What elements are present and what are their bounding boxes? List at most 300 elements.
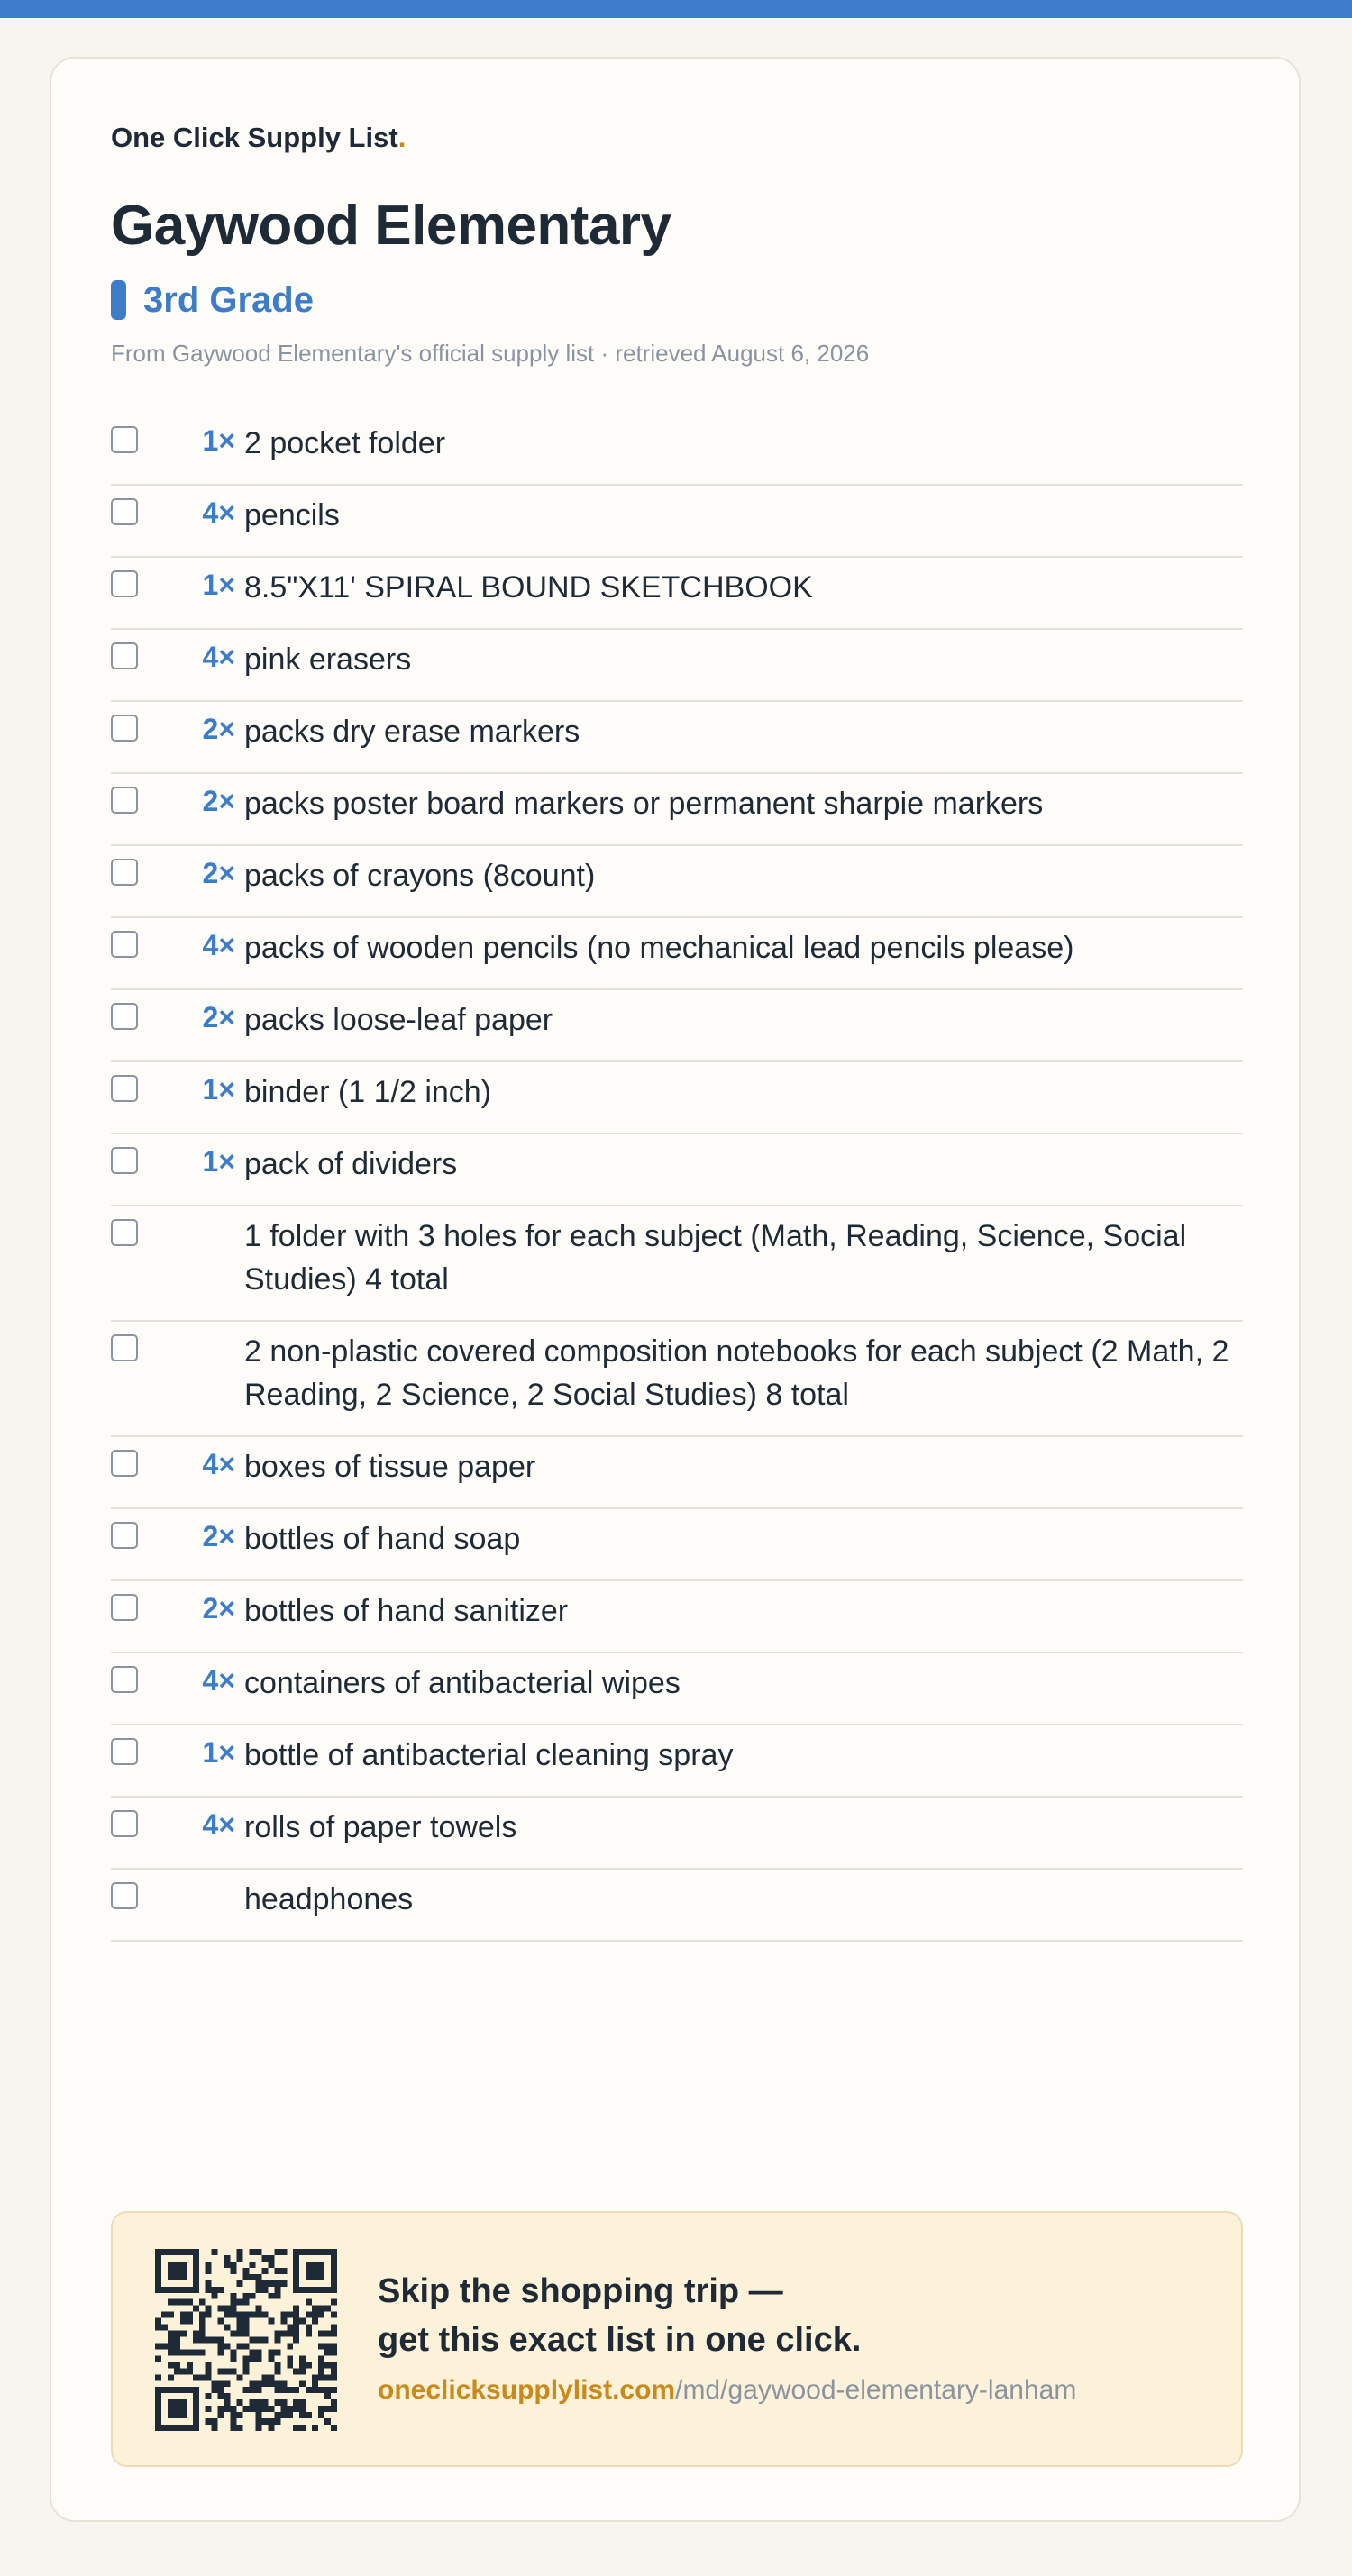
- qr-module: [261, 2337, 268, 2344]
- item-checkbox[interactable]: [111, 859, 138, 886]
- qr-module: [274, 2399, 280, 2406]
- qr-module: [180, 2268, 187, 2274]
- qr-module: [199, 2337, 206, 2344]
- qr-module: [274, 2412, 280, 2418]
- qr-module: [174, 2412, 180, 2418]
- qr-module: [312, 2387, 318, 2393]
- qr-module: [224, 2393, 231, 2399]
- promo-link-domain: oneclicksupplylist.com: [378, 2375, 676, 2405]
- qr-module: [255, 2412, 261, 2418]
- qr-module: [218, 2306, 224, 2312]
- qr-module: [206, 2287, 212, 2293]
- qr-module: [268, 2280, 274, 2287]
- qr-module: [293, 2406, 299, 2412]
- qr-module: [180, 2412, 187, 2418]
- qr-module: [255, 2406, 261, 2412]
- qr-module: [293, 2318, 299, 2325]
- qr-module: [224, 2380, 231, 2387]
- qr-module: [231, 2349, 237, 2355]
- qr-module: [274, 2287, 280, 2293]
- qr-module: [174, 2262, 180, 2268]
- qr-module: [243, 2331, 250, 2337]
- item-checkbox[interactable]: [111, 787, 138, 814]
- qr-module: [180, 2299, 187, 2306]
- qr-module: [255, 2280, 261, 2287]
- qr-module: [212, 2293, 218, 2299]
- source-note: From Gaywood Elementary's official supply list · retrieved August 6, 2026: [111, 340, 870, 367]
- qr-module: [268, 2293, 274, 2299]
- item-checkbox[interactable]: [111, 1522, 138, 1549]
- qr-module: [324, 2349, 331, 2355]
- item-name: 2 non-plastic covered composition notebooks for each subject (2 Math, 2 Reading, 2 Science, 2 Social Studies) 8 total: [244, 1334, 1229, 1412]
- qr-module: [193, 2274, 199, 2280]
- list-item: [111, 774, 1243, 846]
- item-checkbox[interactable]: [111, 1219, 138, 1246]
- qr-module: [168, 2274, 174, 2280]
- qr-module: [255, 2387, 261, 2393]
- qr-module: [193, 2287, 199, 2293]
- qr-module: [199, 2331, 206, 2337]
- qr-module: [174, 2387, 180, 2393]
- qr-module: [187, 2425, 193, 2431]
- qr-module: [174, 2425, 180, 2431]
- qr-module: [299, 2287, 306, 2293]
- qr-module: [199, 2349, 206, 2355]
- qr-module: [255, 2337, 261, 2344]
- qr-module: [155, 2425, 161, 2431]
- qr-module: [331, 2387, 337, 2393]
- qr-module: [299, 2249, 306, 2255]
- qr-module: [212, 2287, 218, 2293]
- item-checkbox[interactable]: [111, 1666, 138, 1693]
- qr-module: [161, 2312, 168, 2318]
- qr-module: [274, 2337, 280, 2344]
- qr-module: [231, 2418, 237, 2425]
- qr-module: [268, 2418, 274, 2425]
- qr-module: [193, 2387, 199, 2393]
- qr-module: [331, 2374, 337, 2380]
- qr-module: [168, 2362, 174, 2368]
- qr-module: [231, 2306, 237, 2312]
- item-checkbox[interactable]: [111, 1147, 138, 1174]
- qr-module: [274, 2268, 280, 2274]
- qr-module: [299, 2412, 306, 2418]
- qr-module: [155, 2418, 161, 2425]
- qr-module: [193, 2331, 199, 2337]
- promo-headline-2: get this exact list in one click.: [378, 2321, 862, 2359]
- qr-module: [249, 2355, 255, 2362]
- qr-module: [187, 2249, 193, 2255]
- qr-module: [331, 2274, 337, 2280]
- qr-module: [180, 2331, 187, 2337]
- qr-module: [237, 2280, 243, 2287]
- qr-module: [231, 2406, 237, 2412]
- qr-module: [299, 2355, 306, 2362]
- item-checkbox[interactable]: [111, 1334, 138, 1361]
- qr-module: [261, 2312, 268, 2318]
- qr-module: [324, 2387, 331, 2393]
- qr-module: [287, 2412, 293, 2418]
- qr-module: [168, 2262, 174, 2268]
- qr-module: [212, 2418, 218, 2425]
- qr-module: [274, 2418, 280, 2425]
- qr-module: [218, 2412, 224, 2418]
- qr-module: [206, 2337, 212, 2344]
- list-item: [111, 1062, 1243, 1134]
- qr-module: [274, 2362, 280, 2368]
- list-item: [111, 630, 1243, 702]
- qr-module: [261, 2399, 268, 2406]
- qr-module: [249, 2249, 255, 2255]
- qr-module: [318, 2406, 324, 2412]
- qr-module: [206, 2306, 212, 2312]
- qr-code-icon[interactable]: [155, 2249, 337, 2431]
- qr-module: [287, 2331, 293, 2337]
- qr-module: [155, 2255, 161, 2262]
- qr-module: [312, 2262, 318, 2268]
- qr-module: [180, 2318, 187, 2325]
- qr-module: [249, 2293, 255, 2299]
- item-quantity: 1×: [202, 1073, 235, 1106]
- qr-module: [180, 2387, 187, 2393]
- qr-module: [187, 2318, 193, 2325]
- list-item: [111, 1134, 1243, 1206]
- qr-module: [224, 2399, 231, 2406]
- qr-module: [199, 2318, 206, 2325]
- qr-module: [274, 2368, 280, 2374]
- qr-module: [280, 2406, 287, 2412]
- item-name: pencils: [244, 498, 340, 532]
- promo-banner: [111, 2211, 1243, 2467]
- qr-module: [274, 2280, 280, 2287]
- promo-text: [378, 2267, 1189, 2406]
- list-item: [111, 1581, 1243, 1653]
- promo-headline-1: Skip the shopping trip —: [378, 2272, 783, 2310]
- item-checkbox[interactable]: [111, 570, 138, 597]
- item-name: bottles of hand sanitizer: [244, 1594, 569, 1628]
- qr-module: [193, 2406, 199, 2412]
- qr-module: [249, 2349, 255, 2355]
- qr-module: [324, 2406, 331, 2412]
- item-checkbox[interactable]: [111, 715, 138, 742]
- qr-module: [193, 2374, 199, 2380]
- qr-module: [212, 2337, 218, 2344]
- qr-module: [174, 2274, 180, 2280]
- qr-module: [224, 2306, 231, 2312]
- qr-module: [331, 2299, 337, 2306]
- qr-module: [168, 2331, 174, 2337]
- school-title: Gaywood Elementary: [111, 195, 671, 257]
- qr-module: [193, 2249, 199, 2255]
- qr-module: [268, 2425, 274, 2431]
- qr-module: [180, 2349, 187, 2355]
- qr-module: [193, 2393, 199, 2399]
- item-name: headphones: [244, 1882, 414, 1916]
- qr-module: [155, 2399, 161, 2406]
- qr-module: [249, 2380, 255, 2387]
- qr-module: [155, 2318, 161, 2325]
- qr-module: [331, 2249, 337, 2255]
- qr-module: [318, 2287, 324, 2293]
- qr-module: [306, 2312, 312, 2318]
- qr-module: [193, 2306, 199, 2312]
- qr-module: [261, 2268, 268, 2274]
- qr-module: [280, 2318, 287, 2325]
- qr-module: [249, 2262, 255, 2268]
- qr-module: [287, 2406, 293, 2412]
- qr-module: [312, 2306, 318, 2312]
- qr-module: [274, 2349, 280, 2355]
- qr-module: [206, 2312, 212, 2318]
- qr-module: [324, 2331, 331, 2337]
- qr-module: [168, 2399, 174, 2406]
- item-name: rolls of paper towels: [244, 1810, 517, 1844]
- qr-module: [193, 2280, 199, 2287]
- qr-module: [318, 2249, 324, 2255]
- qr-module: [280, 2312, 287, 2318]
- qr-module: [187, 2362, 193, 2368]
- qr-module: [161, 2325, 168, 2331]
- qr-module: [161, 2387, 168, 2393]
- qr-module: [218, 2380, 224, 2387]
- item-name: packs of crayons (8count): [244, 859, 596, 893]
- qr-module: [293, 2312, 299, 2318]
- qr-module: [231, 2425, 237, 2431]
- qr-module: [243, 2406, 250, 2412]
- qr-module: [331, 2280, 337, 2287]
- qr-module: [331, 2268, 337, 2274]
- qr-module: [268, 2374, 274, 2380]
- qr-module: [331, 2349, 337, 2355]
- item-checkbox[interactable]: [111, 1738, 138, 1765]
- qr-module: [199, 2325, 206, 2331]
- qr-module: [212, 2387, 218, 2393]
- qr-module: [255, 2287, 261, 2293]
- list-item: [111, 1322, 1243, 1437]
- item-checkbox[interactable]: [111, 1075, 138, 1102]
- qr-module: [293, 2249, 299, 2255]
- item-checkbox[interactable]: [111, 1450, 138, 1477]
- qr-module: [306, 2274, 312, 2280]
- qr-module: [155, 2343, 161, 2349]
- qr-module: [331, 2325, 337, 2331]
- qr-module: [161, 2287, 168, 2293]
- item-checkbox[interactable]: [111, 1810, 138, 1837]
- qr-module: [318, 2312, 324, 2318]
- qr-module: [299, 2368, 306, 2374]
- qr-module: [174, 2268, 180, 2274]
- qr-module: [218, 2343, 224, 2349]
- qr-module: [331, 2287, 337, 2293]
- item-checkbox[interactable]: [111, 642, 138, 669]
- qr-module: [293, 2387, 299, 2393]
- supply-list-card: [50, 57, 1301, 2522]
- qr-module: [318, 2343, 324, 2349]
- qr-module: [168, 2299, 174, 2306]
- qr-module: [261, 2374, 268, 2380]
- item-checkbox[interactable]: [111, 498, 138, 525]
- list-item: [111, 1509, 1243, 1581]
- qr-module: [318, 2355, 324, 2362]
- qr-module: [168, 2374, 174, 2380]
- qr-module: [299, 2399, 306, 2406]
- qr-module: [180, 2274, 187, 2280]
- qr-module: [255, 2274, 261, 2280]
- item-quantity: 4×: [202, 1808, 235, 1841]
- qr-module: [180, 2287, 187, 2293]
- list-item: [111, 1206, 1243, 1322]
- qr-module: [280, 2380, 287, 2387]
- qr-module: [249, 2312, 255, 2318]
- qr-module: [168, 2312, 174, 2318]
- qr-module: [237, 2312, 243, 2318]
- qr-module: [174, 2399, 180, 2406]
- qr-module: [243, 2299, 250, 2306]
- qr-module: [331, 2399, 337, 2406]
- qr-module: [306, 2362, 312, 2368]
- qr-module: [168, 2343, 174, 2349]
- qr-module: [206, 2374, 212, 2380]
- qr-module: [324, 2306, 331, 2312]
- qr-module: [318, 2306, 324, 2312]
- qr-module: [293, 2399, 299, 2406]
- item-name: packs dry erase markers: [244, 715, 580, 749]
- qr-module: [249, 2406, 255, 2412]
- qr-module: [293, 2274, 299, 2280]
- qr-module: [155, 2268, 161, 2274]
- item-quantity: 2×: [202, 1520, 235, 1552]
- qr-module: [255, 2399, 261, 2406]
- item-checkbox[interactable]: [111, 1003, 138, 1030]
- qr-module: [331, 2368, 337, 2374]
- qr-module: [331, 2331, 337, 2337]
- item-quantity: 4×: [202, 1448, 235, 1480]
- qr-module: [293, 2280, 299, 2287]
- item-checkbox[interactable]: [111, 1882, 138, 1909]
- list-item: [111, 1798, 1243, 1870]
- qr-module: [324, 2418, 331, 2425]
- qr-module: [180, 2425, 187, 2431]
- qr-module: [299, 2318, 306, 2325]
- qr-module: [261, 2280, 268, 2287]
- list-item: [111, 990, 1243, 1062]
- qr-module: [287, 2325, 293, 2331]
- qr-module: [280, 2412, 287, 2418]
- qr-module: [324, 2249, 331, 2255]
- qr-module: [168, 2406, 174, 2412]
- item-quantity: 1×: [202, 1736, 235, 1769]
- qr-module: [268, 2349, 274, 2355]
- qr-module: [199, 2299, 206, 2306]
- qr-module: [318, 2274, 324, 2280]
- qr-module: [293, 2331, 299, 2337]
- qr-module: [268, 2380, 274, 2387]
- qr-module: [255, 2349, 261, 2355]
- qr-module: [243, 2368, 250, 2374]
- qr-module: [249, 2274, 255, 2280]
- qr-module: [331, 2312, 337, 2318]
- qr-module: [193, 2337, 199, 2344]
- qr-module: [280, 2399, 287, 2406]
- qr-module: [243, 2362, 250, 2368]
- qr-module: [206, 2280, 212, 2287]
- item-checkbox[interactable]: [111, 1594, 138, 1621]
- qr-module: [231, 2368, 237, 2374]
- top-accent-bar: [0, 0, 1352, 18]
- qr-module: [280, 2249, 287, 2255]
- qr-module: [224, 2368, 231, 2374]
- qr-module: [155, 2287, 161, 2293]
- list-item: [111, 918, 1243, 990]
- qr-module: [155, 2249, 161, 2255]
- qr-module: [193, 2349, 199, 2355]
- qr-module: [224, 2312, 231, 2318]
- qr-module: [218, 2337, 224, 2344]
- qr-module: [255, 2425, 261, 2431]
- grade-heading: [111, 278, 314, 322]
- item-checkbox[interactable]: [111, 426, 138, 453]
- qr-module: [268, 2255, 274, 2262]
- qr-module: [168, 2268, 174, 2274]
- qr-module: [174, 2249, 180, 2255]
- item-name: bottle of antibacterial cleaning spray: [244, 1738, 734, 1772]
- promo-link[interactable]: [378, 2375, 1189, 2406]
- qr-module: [306, 2299, 312, 2306]
- promo-link-path: /md/gaywood-elementary-lanham: [675, 2375, 1077, 2405]
- qr-module: [255, 2306, 261, 2312]
- qr-module: [331, 2255, 337, 2262]
- qr-module: [224, 2343, 231, 2349]
- qr-module: [243, 2343, 250, 2349]
- qr-module: [193, 2425, 199, 2431]
- qr-module: [280, 2268, 287, 2274]
- qr-module: [155, 2387, 161, 2393]
- list-item: [111, 1653, 1243, 1725]
- qr-module: [243, 2387, 250, 2393]
- brand-logo[interactable]: [111, 122, 406, 154]
- qr-module: [306, 2268, 312, 2274]
- qr-module: [155, 2325, 161, 2331]
- item-name: packs poster board markers or permanent sharpie markers: [244, 787, 1044, 821]
- qr-module: [193, 2412, 199, 2418]
- qr-module: [174, 2299, 180, 2306]
- qr-module: [193, 2268, 199, 2274]
- item-checkbox[interactable]: [111, 931, 138, 958]
- qr-module: [318, 2262, 324, 2268]
- qr-module: [174, 2287, 180, 2293]
- qr-module: [224, 2406, 231, 2412]
- item-quantity: 1×: [202, 424, 235, 457]
- qr-module: [155, 2393, 161, 2399]
- qr-module: [180, 2399, 187, 2406]
- qr-module: [274, 2331, 280, 2337]
- qr-module: [155, 2280, 161, 2287]
- qr-module: [268, 2406, 274, 2412]
- qr-module: [237, 2374, 243, 2380]
- qr-module: [268, 2262, 274, 2268]
- qr-module: [243, 2268, 250, 2274]
- qr-module: [218, 2349, 224, 2355]
- qr-module: [287, 2312, 293, 2318]
- qr-module: [199, 2312, 206, 2318]
- item-name: bottles of hand soap: [244, 1522, 521, 1556]
- qr-module: [280, 2331, 287, 2337]
- qr-module: [318, 2362, 324, 2368]
- qr-module: [231, 2262, 237, 2268]
- qr-module: [180, 2406, 187, 2412]
- list-item: [111, 1725, 1243, 1798]
- qr-module: [331, 2262, 337, 2268]
